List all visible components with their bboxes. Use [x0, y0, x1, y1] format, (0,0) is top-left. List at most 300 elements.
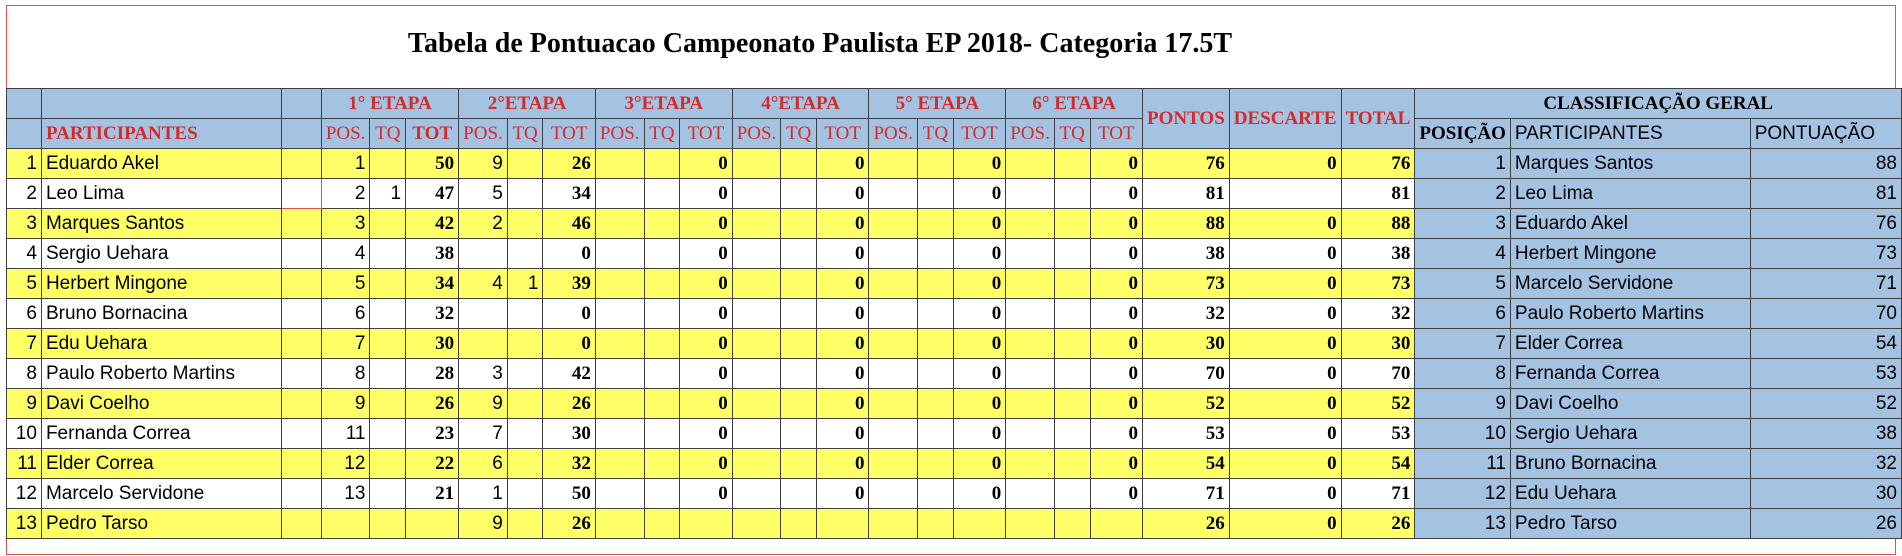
- etapa-1-pos[interactable]: 6: [321, 299, 370, 329]
- etapa-5-tot[interactable]: 0: [953, 389, 1005, 419]
- etapa-5-tq[interactable]: [918, 269, 954, 299]
- etapa-2-pos[interactable]: 1: [459, 479, 508, 509]
- etapa-3-tq[interactable]: [644, 209, 680, 239]
- etapa-1-tot[interactable]: 21: [406, 479, 459, 509]
- etapa-6-tq[interactable]: [1054, 329, 1090, 359]
- etapa-2-tot[interactable]: 32: [543, 449, 595, 479]
- etapa-3-tot[interactable]: 0: [680, 359, 732, 389]
- participant-name[interactable]: Eduardo Akel: [41, 149, 281, 179]
- etapa-2-tq[interactable]: [507, 239, 543, 269]
- class-participant: Eduardo Akel: [1510, 209, 1750, 239]
- etapa-6-tot[interactable]: 0: [1090, 269, 1142, 299]
- etapa-5-pos[interactable]: [869, 479, 918, 509]
- etapa-4-pos[interactable]: [732, 449, 781, 479]
- class-points: 88: [1750, 149, 1901, 179]
- etapa-3-tq[interactable]: [644, 359, 680, 389]
- etapa-3-tot[interactable]: 0: [680, 269, 732, 299]
- etapa-5-tq[interactable]: [918, 509, 954, 539]
- etapa-5-tq[interactable]: [918, 179, 954, 209]
- etapa-2-tq[interactable]: [507, 509, 543, 539]
- etapa-6-pos[interactable]: [1006, 329, 1055, 359]
- etapa-5-tot[interactable]: 0: [953, 449, 1005, 479]
- etapa-6-pos[interactable]: [1006, 239, 1055, 269]
- etapa-6-pos[interactable]: [1006, 509, 1055, 539]
- etapa-3-tq[interactable]: [644, 389, 680, 419]
- participant-name[interactable]: Edu Uehara: [41, 329, 281, 359]
- etapa-2-pos[interactable]: 5: [459, 179, 508, 209]
- etapa-4-pos[interactable]: [732, 239, 781, 269]
- blank-cell[interactable]: [281, 149, 321, 179]
- etapa-5-pos[interactable]: [869, 359, 918, 389]
- row-index: 13: [7, 509, 42, 539]
- class-points: 53: [1750, 359, 1901, 389]
- etapa-1-pos[interactable]: 5: [321, 269, 370, 299]
- etapa-3-tq[interactable]: [644, 269, 680, 299]
- etapa-2-tq[interactable]: [507, 209, 543, 239]
- etapa-2-tq[interactable]: [507, 479, 543, 509]
- etapa-6-tq[interactable]: [1054, 359, 1090, 389]
- etapa-6-pos[interactable]: [1006, 389, 1055, 419]
- etapa-2-tq[interactable]: [507, 449, 543, 479]
- class-position: 5: [1415, 269, 1511, 299]
- etapa-3-pos[interactable]: [595, 419, 644, 449]
- etapa-5-pos[interactable]: [869, 509, 918, 539]
- header-tot: TOT: [953, 119, 1005, 149]
- etapa-3-tot[interactable]: 0: [680, 149, 732, 179]
- blank-cell[interactable]: [281, 479, 321, 509]
- etapa-6-tq[interactable]: [1054, 389, 1090, 419]
- class-points: 32: [1750, 449, 1901, 479]
- etapa-5-tot[interactable]: 0: [953, 179, 1005, 209]
- etapa-6-pos[interactable]: [1006, 299, 1055, 329]
- table-row: [7, 269, 1902, 299]
- etapa-2-pos[interactable]: [459, 329, 508, 359]
- etapa-3-pos[interactable]: [595, 239, 644, 269]
- etapa-1-tq[interactable]: [370, 209, 406, 239]
- etapa-4-tq[interactable]: [781, 449, 817, 479]
- etapa-4-tq[interactable]: [781, 269, 817, 299]
- etapa-4-tot[interactable]: 0: [816, 329, 868, 359]
- pontos-cell: 71: [1142, 479, 1229, 509]
- etapa-6-pos[interactable]: [1006, 359, 1055, 389]
- etapa-2-tot[interactable]: 46: [543, 209, 595, 239]
- etapa-5-tot[interactable]: 0: [953, 329, 1005, 359]
- table-row: [7, 359, 1902, 389]
- etapa-4-pos[interactable]: [732, 389, 781, 419]
- etapa-2-tot[interactable]: 0: [543, 299, 595, 329]
- etapa-2-pos[interactable]: [459, 299, 508, 329]
- etapa-1-tot[interactable]: 23: [406, 419, 459, 449]
- etapa-6-tq[interactable]: [1054, 449, 1090, 479]
- etapa-4-tot[interactable]: 0: [816, 449, 868, 479]
- etapa-3-tot[interactable]: 0: [680, 449, 732, 479]
- etapa-2-tot[interactable]: 26: [543, 389, 595, 419]
- descarte-cell: 0: [1229, 239, 1341, 269]
- etapa-5-tq[interactable]: [918, 149, 954, 179]
- etapa-3-pos[interactable]: [595, 389, 644, 419]
- blank-cell[interactable]: [281, 509, 321, 539]
- etapa-6-tq[interactable]: [1054, 299, 1090, 329]
- header-pos: POS.: [595, 119, 644, 149]
- participant-name[interactable]: Leo Lima: [41, 179, 281, 209]
- etapa-2-tot[interactable]: 26: [543, 149, 595, 179]
- etapa-1-pos[interactable]: [321, 509, 370, 539]
- etapa-1-tq[interactable]: [370, 269, 406, 299]
- etapa-1-pos[interactable]: 4: [321, 239, 370, 269]
- etapa-6-tot[interactable]: 0: [1090, 389, 1142, 419]
- etapa-3-pos[interactable]: [595, 209, 644, 239]
- etapa-5-tot[interactable]: [953, 509, 1005, 539]
- etapa-1-pos[interactable]: 13: [321, 479, 370, 509]
- etapa-5-tot[interactable]: 0: [953, 209, 1005, 239]
- etapa-3-tq[interactable]: [644, 509, 680, 539]
- class-position: 4: [1415, 239, 1511, 269]
- etapa-6-tot[interactable]: 0: [1090, 479, 1142, 509]
- etapa-4-pos[interactable]: [732, 479, 781, 509]
- etapa-4-tot[interactable]: 0: [816, 359, 868, 389]
- etapa-3-tot[interactable]: 0: [680, 239, 732, 269]
- etapa-6-tot[interactable]: 0: [1090, 329, 1142, 359]
- etapa-2-pos[interactable]: 9: [459, 389, 508, 419]
- etapa-1-pos[interactable]: 1: [321, 149, 370, 179]
- header-descarte: DESCARTE: [1229, 89, 1341, 149]
- etapa-6-pos[interactable]: [1006, 269, 1055, 299]
- total-cell: 26: [1341, 509, 1415, 539]
- etapa-6-tq[interactable]: [1054, 209, 1090, 239]
- etapa-1-tq[interactable]: [370, 449, 406, 479]
- etapa-5-pos[interactable]: [869, 149, 918, 179]
- etapa-1-tq[interactable]: 1: [370, 179, 406, 209]
- etapa-4-tq[interactable]: [781, 299, 817, 329]
- blank-cell[interactable]: [281, 209, 321, 239]
- etapa-4-pos[interactable]: [732, 149, 781, 179]
- pontos-cell: 32: [1142, 299, 1229, 329]
- etapa-6-tot[interactable]: 0: [1090, 179, 1142, 209]
- etapa-5-tot[interactable]: 0: [953, 149, 1005, 179]
- header-etapa-5: 5° ETAPA: [869, 89, 1006, 119]
- class-points: 70: [1750, 299, 1901, 329]
- header-tq: TQ: [370, 119, 406, 149]
- etapa-1-tot[interactable]: 22: [406, 449, 459, 479]
- etapa-4-tot[interactable]: 0: [816, 209, 868, 239]
- etapa-1-tq[interactable]: [370, 479, 406, 509]
- etapa-5-tq[interactable]: [918, 299, 954, 329]
- header-pontos: PONTOS: [1142, 89, 1229, 149]
- header-etapa-6: 6° ETAPA: [1006, 89, 1143, 119]
- participant-name[interactable]: Bruno Bornacina: [41, 299, 281, 329]
- etapa-5-tq[interactable]: [918, 389, 954, 419]
- class-participant: Herbert Mingone: [1510, 239, 1750, 269]
- etapa-1-tot[interactable]: 38: [406, 239, 459, 269]
- class-participant: Pedro Tarso: [1510, 509, 1750, 539]
- blank-cell[interactable]: [281, 389, 321, 419]
- etapa-4-tot[interactable]: 0: [816, 179, 868, 209]
- etapa-1-tot[interactable]: 32: [406, 299, 459, 329]
- etapa-4-tq[interactable]: [781, 239, 817, 269]
- etapa-4-tq[interactable]: [781, 509, 817, 539]
- etapa-2-tq[interactable]: [507, 329, 543, 359]
- etapa-5-tot[interactable]: 0: [953, 359, 1005, 389]
- etapa-6-tot[interactable]: 0: [1090, 239, 1142, 269]
- class-points: 81: [1750, 179, 1901, 209]
- etapa-2-pos[interactable]: 9: [459, 149, 508, 179]
- etapa-6-pos[interactable]: [1006, 179, 1055, 209]
- etapa-2-tot[interactable]: 34: [543, 179, 595, 209]
- blank-cell[interactable]: [281, 449, 321, 479]
- table-row: [7, 419, 1902, 449]
- etapa-6-pos[interactable]: [1006, 149, 1055, 179]
- etapa-1-tq[interactable]: [370, 149, 406, 179]
- etapa-3-tq[interactable]: [644, 449, 680, 479]
- participant-name[interactable]: Fernanda Correa: [41, 419, 281, 449]
- etapa-5-tq[interactable]: [918, 359, 954, 389]
- etapa-2-pos[interactable]: 4: [459, 269, 508, 299]
- etapa-4-tot[interactable]: 0: [816, 479, 868, 509]
- etapa-5-tq[interactable]: [918, 329, 954, 359]
- participant-name[interactable]: Pedro Tarso: [41, 509, 281, 539]
- header-tot: TOT: [680, 119, 732, 149]
- row-index: 7: [7, 329, 42, 359]
- etapa-4-pos[interactable]: [732, 299, 781, 329]
- etapa-2-pos[interactable]: 7: [459, 419, 508, 449]
- etapa-6-tot[interactable]: 0: [1090, 419, 1142, 449]
- etapa-3-pos[interactable]: [595, 449, 644, 479]
- etapa-1-tot[interactable]: 50: [406, 149, 459, 179]
- participant-name[interactable]: Paulo Roberto Martins: [41, 359, 281, 389]
- total-cell: 52: [1341, 389, 1415, 419]
- class-position: 11: [1415, 449, 1511, 479]
- etapa-1-tot[interactable]: 28: [406, 359, 459, 389]
- etapa-5-pos[interactable]: [869, 209, 918, 239]
- participant-name[interactable]: Elder Correa: [41, 449, 281, 479]
- participant-name[interactable]: Marcelo Servidone: [41, 479, 281, 509]
- etapa-1-tot[interactable]: 34: [406, 269, 459, 299]
- etapa-2-pos[interactable]: 6: [459, 449, 508, 479]
- etapa-1-pos[interactable]: 3: [321, 209, 370, 239]
- etapa-2-tot[interactable]: 0: [543, 329, 595, 359]
- etapa-5-tot[interactable]: 0: [953, 299, 1005, 329]
- etapa-5-tq[interactable]: [918, 419, 954, 449]
- etapa-3-tq[interactable]: [644, 329, 680, 359]
- etapa-4-pos[interactable]: [732, 179, 781, 209]
- etapa-2-pos[interactable]: 3: [459, 359, 508, 389]
- etapa-4-tot[interactable]: 0: [816, 149, 868, 179]
- etapa-1-tot[interactable]: [406, 509, 459, 539]
- etapa-6-pos[interactable]: [1006, 209, 1055, 239]
- etapa-4-tot[interactable]: [816, 509, 868, 539]
- etapa-5-tq[interactable]: [918, 449, 954, 479]
- participant-name[interactable]: Herbert Mingone: [41, 269, 281, 299]
- etapa-2-pos[interactable]: [459, 239, 508, 269]
- etapa-4-pos[interactable]: [732, 269, 781, 299]
- etapa-3-tq[interactable]: [644, 419, 680, 449]
- header-participantes: PARTICIPANTES: [41, 119, 281, 149]
- etapa-5-pos[interactable]: [869, 179, 918, 209]
- etapa-4-pos[interactable]: [732, 209, 781, 239]
- etapa-1-pos[interactable]: 12: [321, 449, 370, 479]
- etapa-4-pos[interactable]: [732, 419, 781, 449]
- blank-cell[interactable]: [281, 299, 321, 329]
- etapa-4-tot[interactable]: 0: [816, 389, 868, 419]
- etapa-4-tot[interactable]: 0: [816, 239, 868, 269]
- etapa-6-tot[interactable]: [1090, 509, 1142, 539]
- etapa-4-tq[interactable]: [781, 209, 817, 239]
- header-class-participantes: PARTICIPANTES: [1510, 119, 1750, 149]
- etapa-6-tot[interactable]: 0: [1090, 359, 1142, 389]
- etapa-3-tot[interactable]: 0: [680, 329, 732, 359]
- etapa-4-tq[interactable]: [781, 419, 817, 449]
- etapa-4-tq[interactable]: [781, 179, 817, 209]
- etapa-1-tot[interactable]: 47: [406, 179, 459, 209]
- etapa-4-tq[interactable]: [781, 389, 817, 419]
- etapa-6-tq[interactable]: [1054, 419, 1090, 449]
- etapa-6-tq[interactable]: [1054, 509, 1090, 539]
- etapa-5-tot[interactable]: 0: [953, 269, 1005, 299]
- etapa-3-pos[interactable]: [595, 269, 644, 299]
- etapa-5-tot[interactable]: 0: [953, 419, 1005, 449]
- etapa-4-pos[interactable]: [732, 359, 781, 389]
- etapa-2-tot[interactable]: 30: [543, 419, 595, 449]
- etapa-2-pos[interactable]: 9: [459, 509, 508, 539]
- etapa-3-pos[interactable]: [595, 509, 644, 539]
- etapa-5-pos[interactable]: [869, 299, 918, 329]
- pontos-cell: 76: [1142, 149, 1229, 179]
- etapa-1-tot[interactable]: 42: [406, 209, 459, 239]
- etapa-2-pos[interactable]: 2: [459, 209, 508, 239]
- etapa-1-tq[interactable]: [370, 329, 406, 359]
- etapa-6-tot[interactable]: 0: [1090, 209, 1142, 239]
- participant-name[interactable]: Sergio Uehara: [41, 239, 281, 269]
- etapa-2-tot[interactable]: 26: [543, 509, 595, 539]
- etapa-5-tq[interactable]: [918, 479, 954, 509]
- etapa-4-tq[interactable]: [781, 149, 817, 179]
- etapa-3-pos[interactable]: [595, 479, 644, 509]
- descarte-cell: [1229, 179, 1341, 209]
- etapa-3-tot[interactable]: 0: [680, 209, 732, 239]
- etapa-3-tq[interactable]: [644, 149, 680, 179]
- etapa-6-pos[interactable]: [1006, 449, 1055, 479]
- blank-cell[interactable]: [281, 419, 321, 449]
- etapa-3-tot[interactable]: 0: [680, 419, 732, 449]
- etapa-1-tq[interactable]: [370, 389, 406, 419]
- etapa-2-tq[interactable]: [507, 419, 543, 449]
- etapa-2-tq[interactable]: [507, 299, 543, 329]
- etapa-1-tq[interactable]: [370, 299, 406, 329]
- etapa-3-tq[interactable]: [644, 299, 680, 329]
- participant-name[interactable]: Marques Santos: [41, 209, 281, 239]
- etapa-1-tq[interactable]: [370, 359, 406, 389]
- etapa-4-tq[interactable]: [781, 359, 817, 389]
- etapa-4-tq[interactable]: [781, 329, 817, 359]
- etapa-1-pos[interactable]: 11: [321, 419, 370, 449]
- etapa-5-tq[interactable]: [918, 209, 954, 239]
- etapa-3-tq[interactable]: [644, 479, 680, 509]
- etapa-6-tq[interactable]: [1054, 239, 1090, 269]
- header-tq: TQ: [781, 119, 817, 149]
- etapa-1-tot[interactable]: 26: [406, 389, 459, 419]
- etapa-1-pos[interactable]: 9: [321, 389, 370, 419]
- corner-cell: [7, 89, 42, 119]
- etapa-6-tot[interactable]: 0: [1090, 449, 1142, 479]
- header-tq: TQ: [507, 119, 543, 149]
- etapa-6-tot[interactable]: 0: [1090, 299, 1142, 329]
- etapa-1-tq[interactable]: [370, 239, 406, 269]
- etapa-5-pos[interactable]: [869, 419, 918, 449]
- etapa-5-pos[interactable]: [869, 239, 918, 269]
- etapa-4-tot[interactable]: 0: [816, 269, 868, 299]
- etapa-5-pos[interactable]: [869, 389, 918, 419]
- etapa-2-tq[interactable]: [507, 389, 543, 419]
- etapa-4-tot[interactable]: 0: [816, 419, 868, 449]
- etapa-4-pos[interactable]: [732, 329, 781, 359]
- etapa-4-tot[interactable]: 0: [816, 299, 868, 329]
- etapa-6-tot[interactable]: 0: [1090, 149, 1142, 179]
- etapa-1-pos[interactable]: 7: [321, 329, 370, 359]
- etapa-3-tot[interactable]: 0: [680, 299, 732, 329]
- etapa-3-tq[interactable]: [644, 179, 680, 209]
- etapa-5-tot[interactable]: 0: [953, 239, 1005, 269]
- etapa-5-pos[interactable]: [869, 269, 918, 299]
- etapa-3-pos[interactable]: [595, 329, 644, 359]
- etapa-2-tot[interactable]: 39: [543, 269, 595, 299]
- participant-name[interactable]: Davi Coelho: [41, 389, 281, 419]
- etapa-1-tot[interactable]: 30: [406, 329, 459, 359]
- etapa-1-tq[interactable]: [370, 509, 406, 539]
- etapa-1-pos[interactable]: 8: [321, 359, 370, 389]
- etapa-3-pos[interactable]: [595, 359, 644, 389]
- etapa-5-tq[interactable]: [918, 239, 954, 269]
- etapa-2-tot[interactable]: 42: [543, 359, 595, 389]
- etapa-6-tq[interactable]: [1054, 149, 1090, 179]
- etapa-3-pos[interactable]: [595, 149, 644, 179]
- etapa-5-pos[interactable]: [869, 449, 918, 479]
- blank-cell[interactable]: [281, 269, 321, 299]
- etapa-6-pos[interactable]: [1006, 479, 1055, 509]
- etapa-3-tot[interactable]: 0: [680, 389, 732, 419]
- header-tq: TQ: [918, 119, 954, 149]
- blank-cell[interactable]: [281, 359, 321, 389]
- class-participant: Leo Lima: [1510, 179, 1750, 209]
- etapa-6-tq[interactable]: [1054, 269, 1090, 299]
- blank-cell[interactable]: [281, 239, 321, 269]
- etapa-3-pos[interactable]: [595, 299, 644, 329]
- etapa-3-tot[interactable]: [680, 509, 732, 539]
- etapa-4-tq[interactable]: [781, 479, 817, 509]
- etapa-5-tot[interactable]: 0: [953, 479, 1005, 509]
- etapa-2-tq[interactable]: [507, 359, 543, 389]
- etapa-3-tq[interactable]: [644, 239, 680, 269]
- total-cell: 81: [1341, 179, 1415, 209]
- etapa-4-pos[interactable]: [732, 509, 781, 539]
- etapa-2-tot[interactable]: 0: [543, 239, 595, 269]
- etapa-6-tq[interactable]: [1054, 179, 1090, 209]
- etapa-1-pos[interactable]: 2: [321, 179, 370, 209]
- class-points: 38: [1750, 419, 1901, 449]
- blank-cell[interactable]: [281, 329, 321, 359]
- etapa-5-pos[interactable]: [869, 329, 918, 359]
- etapa-2-tq[interactable]: [507, 179, 543, 209]
- blank-cell[interactable]: [281, 179, 321, 209]
- etapa-6-tq[interactable]: [1054, 479, 1090, 509]
- etapa-1-tq[interactable]: [370, 419, 406, 449]
- etapa-3-pos[interactable]: [595, 179, 644, 209]
- etapa-2-tq[interactable]: 1: [507, 269, 543, 299]
- etapa-2-tq[interactable]: [507, 149, 543, 179]
- etapa-3-tot[interactable]: 0: [680, 179, 732, 209]
- etapa-2-tot[interactable]: 50: [543, 479, 595, 509]
- etapa-3-tot[interactable]: 0: [680, 479, 732, 509]
- etapa-6-pos[interactable]: [1006, 419, 1055, 449]
